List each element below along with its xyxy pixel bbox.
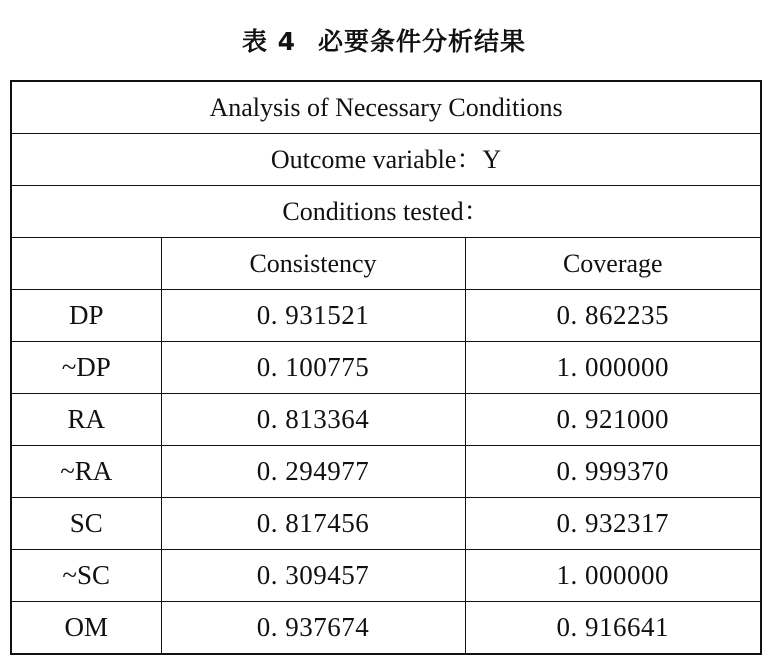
coverage-cell: 1. 000000: [465, 342, 761, 394]
table-title: 必要条件分析结果: [318, 27, 527, 56]
column-header-coverage: Coverage: [465, 238, 761, 290]
coverage-cell: 0. 921000: [465, 394, 761, 446]
consistency-cell: 0. 294977: [161, 446, 465, 498]
table-row: [11, 602, 761, 655]
condition-cell: ~DP: [11, 342, 161, 394]
consistency-cell: 0. 931521: [161, 290, 465, 342]
column-header-row: [11, 238, 761, 290]
coverage-cell: 0. 932317: [465, 498, 761, 550]
condition-cell: ~RA: [11, 446, 161, 498]
condition-cell: RA: [11, 394, 161, 446]
conditions-tested-row: [11, 186, 761, 238]
table-number: 表 4: [241, 27, 297, 56]
table-row: [11, 342, 761, 394]
coverage-cell: 0. 862235: [465, 290, 761, 342]
outcome-row: [11, 134, 761, 186]
consistency-cell: 0. 100775: [161, 342, 465, 394]
condition-cell: OM: [11, 602, 161, 655]
column-header-empty: [11, 238, 161, 290]
table-caption: [0, 22, 768, 62]
consistency-cell: 0. 937674: [161, 602, 465, 655]
outcome-variable: Outcome variable：Y: [11, 134, 761, 186]
table-row: [11, 446, 761, 498]
table-row: [11, 394, 761, 446]
condition-cell: SC: [11, 498, 161, 550]
coverage-cell: 0. 999370: [465, 446, 761, 498]
coverage-cell: 0. 916641: [465, 602, 761, 655]
table-row: [11, 550, 761, 602]
column-header-consistency: Consistency: [161, 238, 465, 290]
condition-cell: DP: [11, 290, 161, 342]
condition-cell: ~SC: [11, 550, 161, 602]
consistency-cell: 0. 817456: [161, 498, 465, 550]
necessary-conditions-table: [10, 80, 762, 655]
table-heading-row: [11, 81, 761, 134]
table-row: [11, 498, 761, 550]
consistency-cell: 0. 813364: [161, 394, 465, 446]
conditions-tested: Conditions tested：: [11, 186, 761, 238]
table-heading: Analysis of Necessary Conditions: [11, 81, 761, 134]
table-row: [11, 290, 761, 342]
consistency-cell: 0. 309457: [161, 550, 465, 602]
coverage-cell: 1. 000000: [465, 550, 761, 602]
